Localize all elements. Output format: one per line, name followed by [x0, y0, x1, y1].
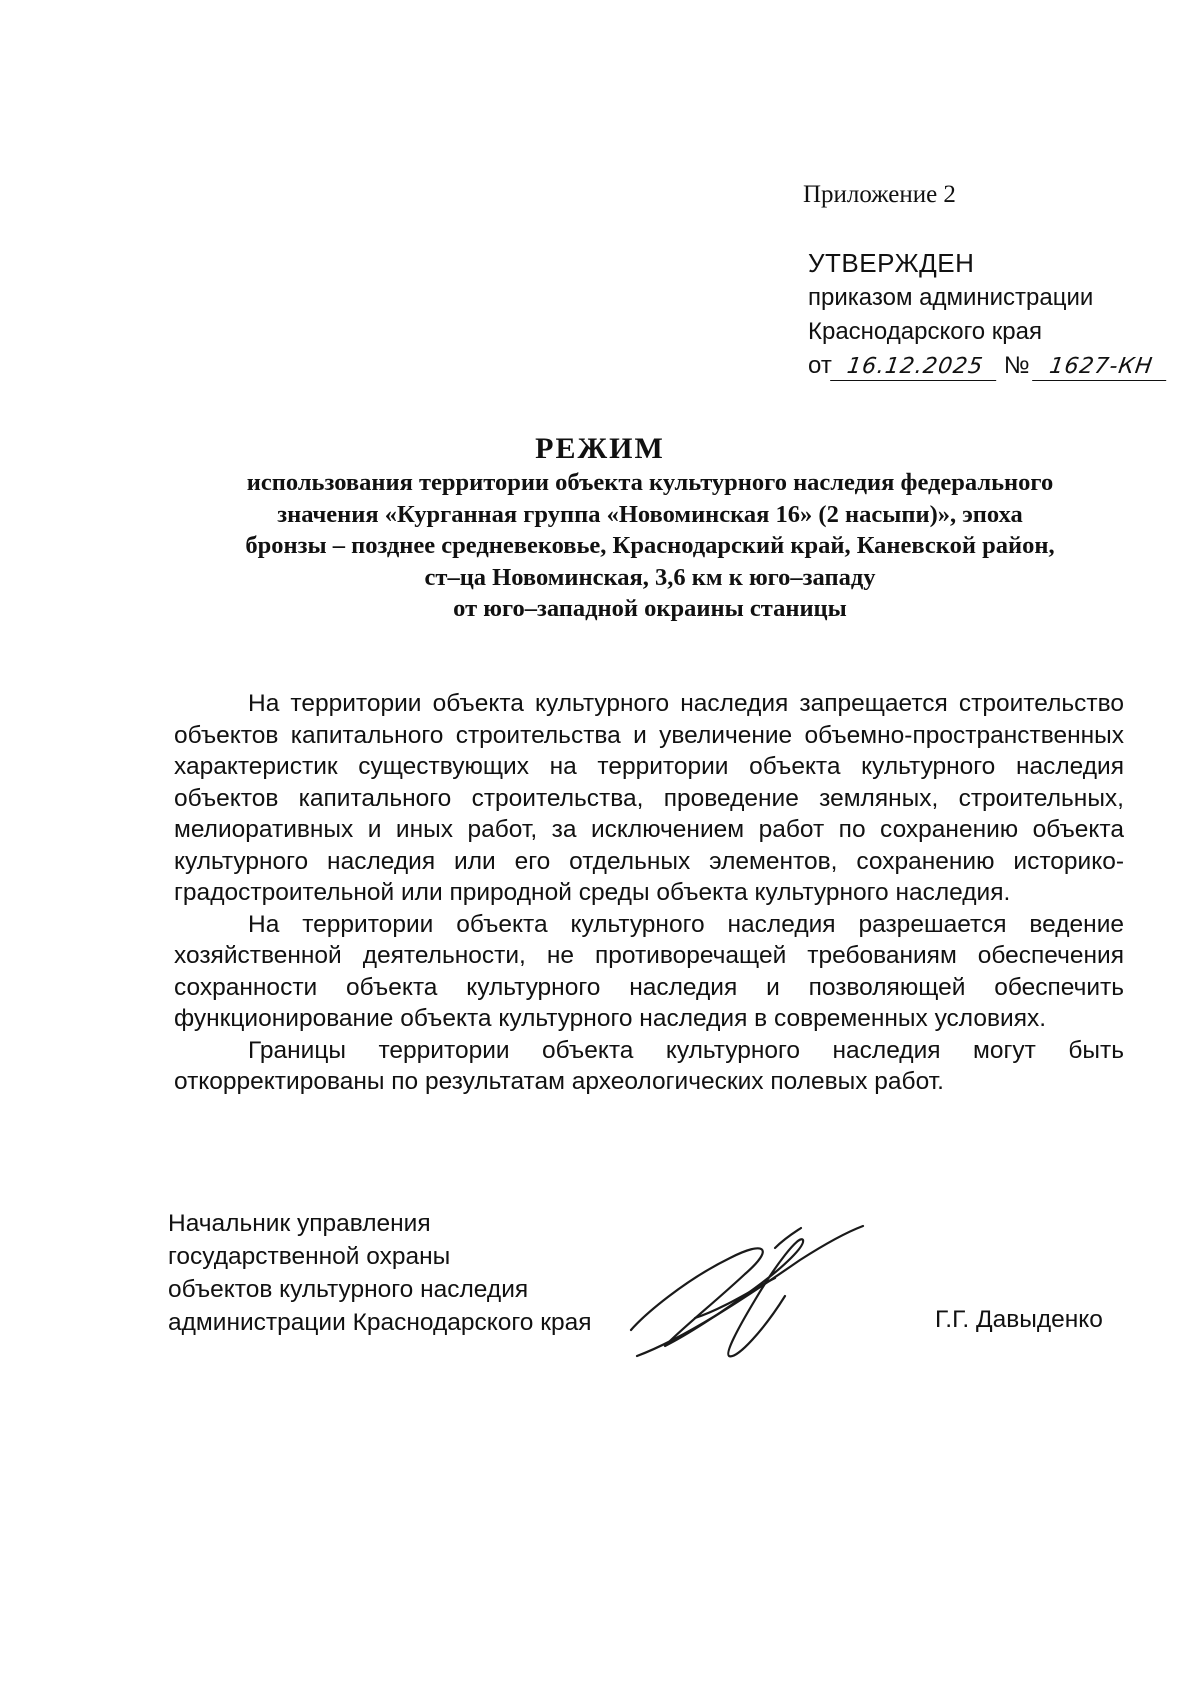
approval-block [808, 245, 1188, 383]
date-prefix: от [808, 352, 832, 379]
number-sign: № [1003, 352, 1030, 379]
document-title: РЕЖИМ [535, 432, 665, 465]
subtitle-line: бронзы – позднее средневековье, Краснодарский край, Каневской район, [245, 532, 1055, 559]
paragraph-prohibitions: На территории объекта культурного наследия запрещается строительство объектов капитального строительства и увеличение объемно-пространственных характеристик существующих на территории объекта культурного наследия объектов капитального строительства, проведение земляных, строительных, мелиоративных и иных работ, за исключением работ по сохранению объекта культурного наследия или его отдельных элементов, сохранению историко-градостроительной или природной среды объекта культурного наследия. [174, 690, 1124, 906]
subtitle-line: от юго–западной окраины станицы [453, 595, 847, 622]
signatory-position [168, 1207, 591, 1339]
subtitle-line: использования территории объекта культурного наследия федерального [246, 469, 1054, 496]
approval-date-line [808, 349, 1188, 383]
position-line: администрации Краснодарского края [168, 1309, 592, 1336]
handwritten-signature [625, 1218, 870, 1363]
approval-line-1: приказом администрации [808, 284, 1094, 311]
subtitle-line: ст–ца Новоминская, 3,6 км к юго–западу [424, 563, 876, 591]
appendix-number: Приложение 2 [803, 181, 956, 208]
subtitle-line: значения «Курганная группа «Новоминская 16» (2 насыпи)», эпоха [277, 500, 1023, 528]
paragraph-boundaries: Границы территории объекта культурного наследия могут быть откорректированы по результатам археологических полевых работ. [174, 1036, 1124, 1095]
signatory-name: Г.Г. Давыденко [935, 1306, 1103, 1333]
position-line: объектов культурного наследия [168, 1276, 529, 1303]
handwritten-number: 1627-КН [1032, 354, 1170, 381]
document-body [174, 688, 1124, 1098]
paragraph-permissions: На территории объекта культурного наследия разрешается ведение хозяйственной деятельности, не противоречащей требованиям обеспечения сохранности объекта культурного наследия и позволяющей обеспечить функционирование объекта культурного наследия в современных условиях. [174, 910, 1124, 1032]
approval-stamp: УТВЕРЖДЕН [808, 248, 975, 278]
approval-line-2: Краснодарского края [808, 318, 1042, 345]
handwritten-date: 16.12.2025 [830, 354, 1000, 381]
document-subtitle [175, 467, 1125, 625]
position-line: Начальник управления [168, 1210, 431, 1237]
position-line: государственной охраны [168, 1243, 451, 1270]
